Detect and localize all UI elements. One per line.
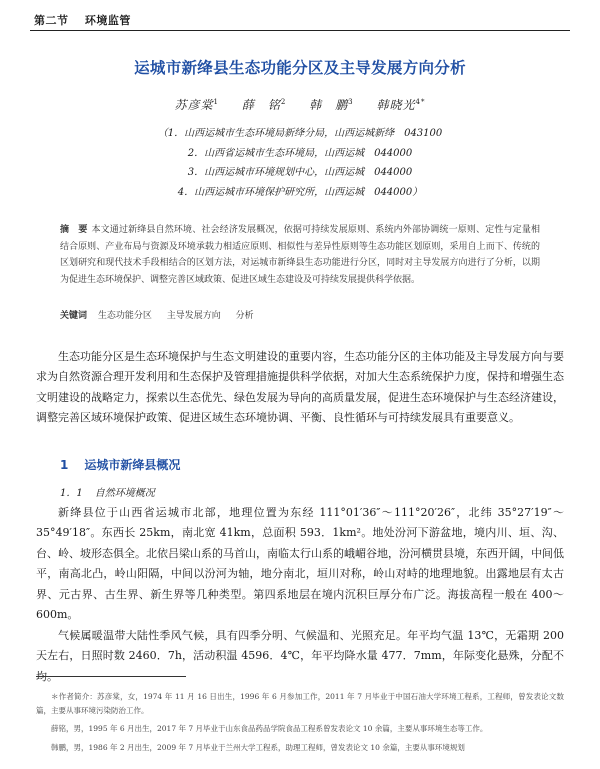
affiliation: （1．山西运城市生态环境局新绛分局，山西运城新绛 043100	[157, 128, 443, 139]
body-paragraph: 气候属暖温带大陆性季风气候，具有四季分明、气候温和、光照充足。年平均气温 13℃，无霜期 200 天左右，日照时数 2460．7h，活动积温 4596．4℃，年平均降水量 477．7mm，年际变化悬殊，分配不均。	[36, 629, 564, 683]
keyword: 分析	[235, 311, 254, 321]
header-rule	[30, 30, 570, 31]
author: 韩 鹏$^3$	[309, 98, 354, 112]
author: 苏彦棠$^1$	[174, 98, 220, 112]
subsection-heading	[60, 484, 155, 499]
abstract	[60, 222, 540, 288]
body-paragraph: 新绛县位于山西省运城市北部，地理位置为东经 111°01′36″～111°20′26″，北纬 35°27′19″～35°49′18″。东西长 25km，南北宽 41km，总面积 593．1km²。地处汾河下游盆地，境内川、垣、沟、台、岭、坡形态俱全。北依吕梁山系的马首山，南临太行山系的峨嵋谷地，汾河横贯县境，东西开阔，中间低平，南高北凸，岭山阳隔，中间以汾河为轴，地分南北，垣川对称，岭山对峙的地理地貌。出露地层有太古界、元古界、古生界、新生界等几种类型。第四系地层在境内沉积巨厚分布广泛。海拔高程一般在 400～600m。	[36, 506, 564, 622]
subsection-heading-title: 自然环境概况	[94, 488, 155, 499]
affiliation: 4．山西运城市环境保护研究所，山西运城 044000）	[177, 186, 423, 198]
author: 薛 铭$^2$	[241, 98, 287, 112]
section-topic: 环境监管	[84, 14, 131, 27]
affiliation: 2．山西省运城市生态环境局，山西运城 044000	[187, 147, 413, 159]
footnotes	[36, 690, 564, 759]
author-list	[0, 96, 600, 113]
running-header	[34, 12, 143, 28]
footnote-rule	[36, 676, 186, 677]
abstract-label: 摘 要	[60, 225, 88, 235]
footnote: ＊作者简介：苏彦棠，女，1974 年 11 月 16 日出生，1996 年 6 月参加工作，2011 年 7 月毕业于中国石油大学环境工程系，工程师，曾发表论文数篇，主要从事环境污染防治工作。	[36, 692, 564, 715]
section-heading-title: 运城市新绛县概况	[84, 458, 181, 472]
section-heading	[60, 456, 180, 473]
footnote: 薛铭，男，1995 年 6 月出生，2017 年 7 月毕业于山东食品药品学院食品工程系曾发表论文 10 余篇，主要从事环境生态等工作。	[51, 724, 488, 733]
footnote: 韩鹏，男，1986 年 2 月出生，2009 年 7 月毕业于兰州大学工程系，助理工程师，曾发表论文 10 余篇，主要从事环境规划	[51, 742, 465, 752]
keywords-label: 关键词	[60, 311, 88, 321]
section-heading-number: 1	[60, 458, 69, 472]
intro-paragraph: 生态功能分区是生态环境保护与生态文明建设的重要内容，生态功能分区的主体功能及主导发展方向与要求为自然资源合理开发利用和生态保护及管理措施提供科学依据，对加大生态系统保护力度，保持和增强生态文明建设的战略定力，探索以生态优先、绿色发展为导向的高质量发展，促进生态环境保护与生态经济建设，调整完善区域环境保护政策、促进区域生态环境协调、平衡、良性循环与可持续发展具有重要意义。	[36, 350, 564, 425]
affiliation-list	[0, 124, 600, 202]
section-number: 第二节	[34, 14, 69, 27]
keyword: 生态功能分区	[97, 311, 152, 321]
author: 韩晓光$^{4*}$	[376, 98, 426, 112]
keywords	[60, 308, 540, 321]
abstract-text: 本文通过新绛县自然环境、社会经济发展概况，依据可持续发展原则、系统内外部协调统一原则、定性与定量相结合原则、产业布局与资源及环境承载力相适应原则、相似性与差异性原则等生态功能区划原则，采用自上而下、传统的区划研究和现代技术手段相结合的区划方法，对运城市新绛县生态功能进行分区，同时对主导发展方向进行了分析，以期为促进生态环境保护、调整完善区域政策、促进区域生态建设及可持续发展提供科学依据。	[60, 225, 540, 285]
subsection-heading-number: 1．1	[60, 488, 83, 499]
keyword: 主导发展方向	[166, 311, 221, 321]
affiliation: 3．山西运城市环境规划中心，山西运城 044000	[187, 167, 413, 178]
paper-title: 运城市新绛县生态功能分区及主导发展方向分析	[134, 59, 466, 77]
